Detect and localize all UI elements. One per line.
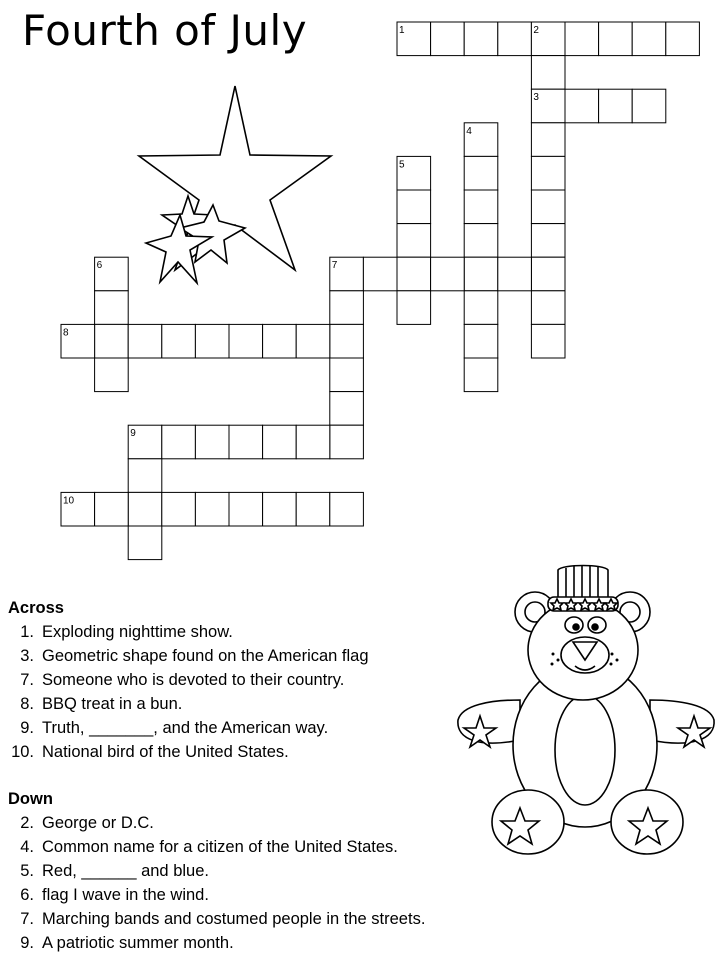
grid-cell[interactable] — [397, 224, 431, 258]
grid-cell[interactable] — [599, 89, 633, 123]
grid-cell[interactable] — [531, 324, 565, 358]
grid-cell[interactable] — [95, 358, 129, 392]
down-clue-number: 7. — [20, 910, 34, 928]
grid-cell[interactable] — [95, 324, 129, 358]
across-clue — [8, 740, 528, 764]
across-clue-text: Exploding nighttime show. — [42, 623, 233, 641]
grid-cell[interactable] — [666, 22, 700, 56]
down-clue — [8, 859, 528, 883]
grid-cell[interactable] — [464, 358, 498, 392]
down-clue-text: A patriotic summer month. — [42, 934, 234, 952]
grid-number: 4 — [466, 125, 472, 137]
grid-cell[interactable] — [531, 56, 565, 90]
grid-cell[interactable] — [531, 190, 565, 224]
grid-cell[interactable] — [431, 257, 465, 291]
grid-cell[interactable] — [464, 22, 498, 56]
grid-cell[interactable] — [95, 291, 129, 325]
across-clue — [8, 716, 528, 740]
across-clue-text: Geometric shape found on the American flag — [42, 647, 369, 665]
grid-cell[interactable] — [95, 492, 129, 526]
grid-number: 2 — [533, 25, 539, 36]
grid-cell[interactable] — [263, 425, 297, 459]
grid-number: 9 — [130, 428, 136, 440]
grid-number: 10 — [63, 495, 75, 507]
down-heading: Down — [8, 790, 53, 808]
grid-cell[interactable] — [263, 492, 297, 526]
across-clue-number: 9. — [20, 719, 34, 737]
grid-cell[interactable] — [330, 492, 364, 526]
grid-number: 7 — [331, 260, 338, 272]
grid-cell[interactable] — [431, 22, 465, 56]
grid-cell[interactable] — [363, 257, 397, 291]
down-clue-text: Common name for a citizen of the United States. — [42, 838, 398, 856]
grid-cell[interactable] — [397, 257, 431, 291]
down-clue — [8, 883, 528, 907]
grid-cell[interactable] — [330, 324, 364, 358]
grid-cell[interactable] — [599, 22, 633, 56]
grid-cell[interactable] — [531, 257, 565, 291]
grid-cell[interactable] — [531, 224, 565, 258]
stars-illustration — [139, 86, 331, 283]
grid-cell[interactable] — [531, 291, 565, 325]
down-clue-number: 2. — [20, 814, 34, 832]
grid-cell[interactable] — [531, 123, 565, 157]
down-clue-text: Marching bands and costumed people in the streets. — [42, 910, 426, 928]
grid-cell[interactable] — [229, 492, 263, 526]
down-clue-text: Red, ______ and blue. — [42, 862, 209, 880]
grid-cell[interactable] — [296, 425, 330, 459]
across-clue — [8, 692, 528, 716]
down-clue — [8, 907, 528, 931]
grid-cell[interactable] — [498, 22, 532, 56]
grid-cell[interactable] — [128, 459, 162, 493]
grid-cell[interactable] — [330, 425, 364, 459]
across-heading: Across — [8, 599, 64, 617]
down-clue-number: 6. — [20, 886, 34, 904]
grid-cell[interactable] — [464, 257, 498, 291]
grid-cell[interactable] — [128, 324, 162, 358]
grid-cell[interactable] — [296, 492, 330, 526]
across-clue-number: 1. — [20, 623, 34, 641]
grid-cell[interactable] — [296, 324, 330, 358]
grid-cell[interactable] — [162, 425, 196, 459]
across-clue — [8, 620, 528, 644]
across-clue-text: Someone who is devoted to their country. — [42, 671, 345, 689]
grid-number: 1 — [399, 25, 405, 36]
across-clue-text: National bird of the United States. — [42, 743, 289, 761]
grid-number: 6 — [96, 260, 103, 272]
grid-cell[interactable] — [330, 358, 364, 392]
grid-cell[interactable] — [128, 526, 162, 560]
across-clue — [8, 644, 528, 668]
grid-cell[interactable] — [464, 190, 498, 224]
grid-number: 3 — [533, 92, 539, 104]
grid-cell[interactable] — [162, 324, 196, 358]
grid-cell[interactable] — [565, 22, 599, 56]
grid-cell[interactable] — [229, 324, 263, 358]
grid-cell[interactable] — [464, 156, 498, 190]
grid-cell[interactable] — [229, 425, 263, 459]
grid-cell[interactable] — [464, 224, 498, 258]
grid-cell[interactable] — [162, 492, 196, 526]
grid-cell[interactable] — [330, 392, 364, 426]
down-clue — [8, 835, 528, 859]
across-clue-number: 8. — [20, 695, 34, 713]
grid-cell[interactable] — [397, 291, 431, 325]
grid-cell[interactable] — [632, 89, 666, 123]
down-clue-number: 5. — [20, 862, 34, 880]
grid-cell[interactable] — [195, 425, 229, 459]
grid-number: 8 — [63, 327, 69, 339]
across-clue-text: BBQ treat in a bun. — [42, 695, 183, 713]
clue-list — [8, 596, 528, 955]
down-clue — [8, 811, 528, 835]
grid-cell[interactable] — [531, 156, 565, 190]
across-clue-number: 7. — [20, 671, 34, 689]
grid-cell[interactable] — [195, 324, 229, 358]
across-clue — [8, 668, 528, 692]
down-clue-number: 9. — [20, 934, 34, 952]
grid-cell[interactable] — [263, 324, 297, 358]
across-clue-number: 10. — [11, 743, 34, 761]
grid-cell[interactable] — [330, 291, 364, 325]
grid-cell[interactable] — [464, 324, 498, 358]
grid-cell[interactable] — [498, 257, 532, 291]
down-clue-text: flag I wave in the wind. — [42, 886, 209, 904]
grid-cell[interactable] — [565, 89, 599, 123]
grid-cell[interactable] — [632, 22, 666, 56]
grid-cell[interactable] — [128, 492, 162, 526]
grid-number: 5 — [399, 159, 405, 171]
grid-cell[interactable] — [464, 291, 498, 325]
page-title: Fourth of July — [22, 6, 308, 55]
grid-cell[interactable] — [195, 492, 229, 526]
down-clue-text: George or D.C. — [42, 814, 154, 832]
across-clue-number: 3. — [20, 647, 34, 665]
across-clue-text: Truth, _______, and the American way. — [42, 719, 329, 737]
down-clue-number: 4. — [20, 838, 34, 856]
down-clue — [8, 931, 528, 955]
grid-cell[interactable] — [397, 190, 431, 224]
